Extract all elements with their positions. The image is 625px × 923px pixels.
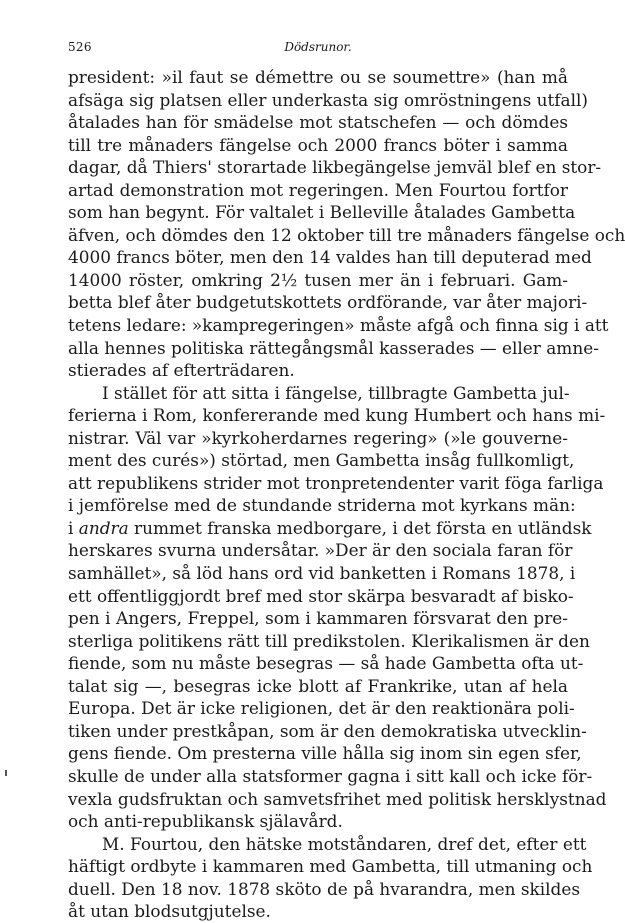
text-line: i andra rummet franska medborgare, i det första en utländsk (68, 517, 592, 538)
text-line: att republikens strider mot tronpretendenter varit föga farliga (68, 472, 604, 493)
text-line: åtalades han för smädelse mot statschefen — och dömdes (68, 112, 568, 133)
text-line: ment des curés») störtad, men Gambetta insåg fullkomligt, (68, 450, 575, 471)
text-line: samhället», så löd hans ord vid banketten i Romans 1878, i (68, 563, 576, 584)
page-header (68, 40, 568, 58)
text-line: ferierna i Rom, konfererande med kung Humbert och hans mi- (68, 405, 606, 426)
page-number: 526 (68, 40, 92, 54)
text-line: i jemförelse med de stundande striderna mot kyrkans män: (68, 495, 576, 516)
text-line: betta blef åter budgetutskottets ordförande, var åter majori- (68, 292, 588, 313)
emphasized-word: andra (78, 517, 129, 538)
text-line: och anti-republikansk själavård. (68, 811, 343, 832)
text-line: pen i Angers, Freppel, som i kammaren försvarat den pre- (68, 608, 568, 629)
text-line: nistrar. Väl var »kyrkoherdarnes regering» (»le gouverne- (68, 427, 568, 448)
text-line: Europa. Det är icke religionen, det är den reaktionära poli- (68, 698, 575, 719)
text-line: häftigt ordbyte i kammaren med Gambetta, till utmaning och (68, 856, 593, 877)
body-text (68, 66, 625, 923)
text-line: 14000 röster, omkring 2½ tusen mer än i februari. Gam- (68, 269, 568, 290)
text-line: dagar, då Thiers' storartade likbegängelse jemväl blef en stor- (68, 157, 602, 178)
text-line: gens fiende. Om presterna ville hålla sig inom sin egen sfer, (68, 743, 582, 764)
running-head: Dödsrunor. (284, 40, 352, 54)
text-line: herskares svurna undersåtar. »Der är den sociala faran för (68, 540, 573, 561)
text-line: som han begynt. För valtalet i Belleville åtalades Gambetta (68, 202, 576, 223)
text-line: stierades af efterträdaren. (68, 360, 295, 381)
text-line: afsäga sig platsen eller underkasta sig omröstningens utfall) (68, 89, 589, 110)
text-line: vexla gudsfruktan och samvetsfrihet med politisk hersklystnad (68, 788, 607, 809)
text-line: M. Fourtou, den hätske motståndaren, dref det, efter ett (102, 833, 587, 854)
text-line: tetens ledare: »kampregeringen» måste afgå och finna sig i att (68, 315, 609, 336)
text-line: äfven, och dömdes den 12 oktober till tre månaders fängelse och (68, 224, 625, 245)
text-line: tiken under prestkåpan, som är den demokratiska utvecklin- (68, 720, 587, 741)
text-line: skulle de under alla statsformer gagna i sitt kall och icke för- (68, 765, 593, 786)
margin-speck (5, 770, 7, 776)
text-line: alla hennes politiska rättegångsmål kasserades — eller amne- (68, 337, 599, 358)
text-line: till tre månaders fängelse och 2000 francs böter i samma (68, 134, 568, 155)
text-line: ett offentliggjordt bref med stor skärpa besvaradt af bisko- (68, 585, 574, 606)
text-line: duell. Den 18 nov. 1878 sköto de på hvarandra, men skildes (68, 878, 581, 899)
text-line: fiende, som nu måste besegras — så hade Gambetta ofta ut- (68, 653, 584, 674)
text-line: 4000 francs böter, men den 14 valdes han till deputerad med (68, 247, 592, 268)
text-line: president: »il faut se démettre ou se soumettre» (han må (68, 67, 568, 87)
text-line: talat sig —, besegras icke blott af Frankrike, utan af hela (68, 675, 568, 696)
text-line: artad demonstration mot regeringen. Men Fourtou fortfor (68, 179, 568, 200)
text-line: sterliga politikens rätt till predikstolen. Klerikalismen är den (68, 630, 590, 651)
text-line: I stället för att sitta i fängelse, tillbragte Gambetta jul- (102, 382, 570, 403)
text-line: åt utan blodsutgjutelse. (68, 901, 271, 922)
